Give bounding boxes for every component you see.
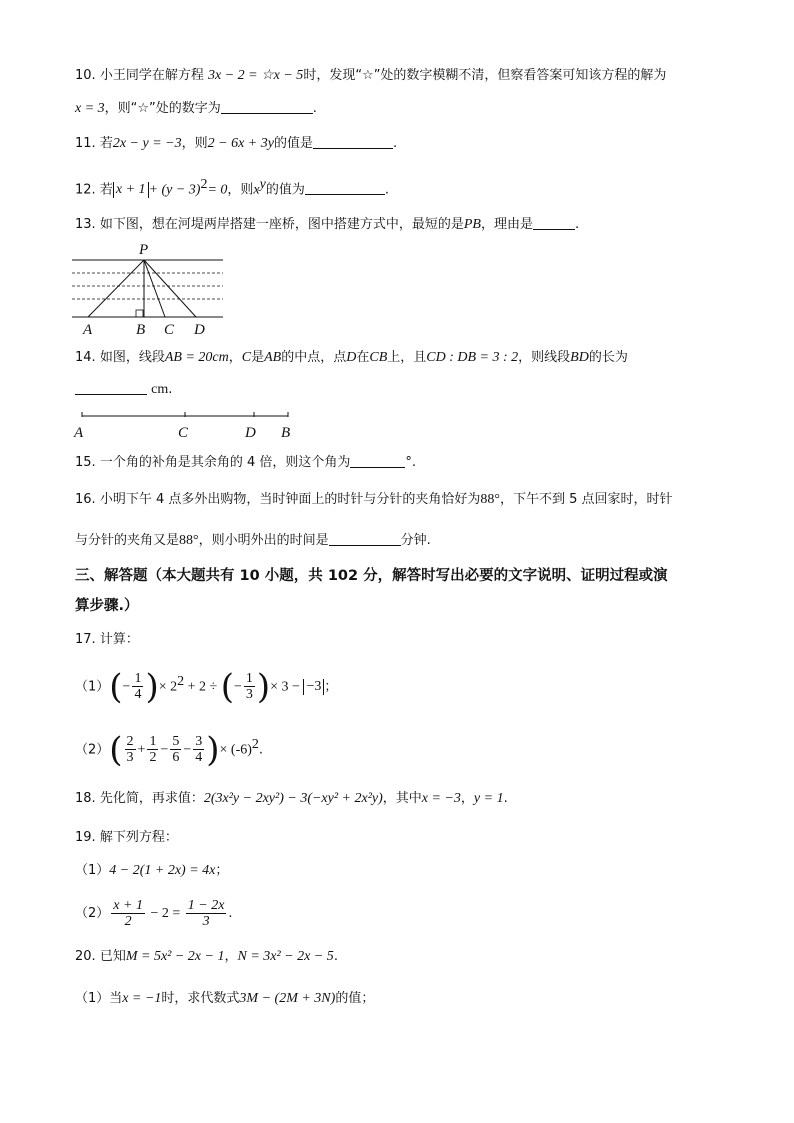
section-3-heading-line-2: 算步骤.）	[75, 598, 139, 614]
answer-blank[interactable]	[350, 453, 405, 468]
question-11: 11. 若2x − y = −3，则2 − 6x + 3y的值是 .	[75, 136, 398, 151]
answer-blank[interactable]	[533, 215, 575, 230]
point-D-label: D	[245, 425, 256, 441]
answer-blank[interactable]	[75, 380, 147, 395]
point-C-label: C	[164, 322, 175, 338]
answer-blank[interactable]	[313, 134, 393, 149]
question-17-title: 17. 计算：	[75, 632, 139, 647]
question-20-part-1: （1）当x = −1时，求代数式3M − (2M + 3N)的值；	[75, 991, 375, 1006]
point-A-label: A	[74, 425, 84, 441]
point-A-label: A	[83, 322, 93, 338]
question-10-line-1: 10. 小王同学在解方程 3x − 2 = ☆x − 5时，发现“☆”处的数字模糊不清，但察看答案可知该方程的解为	[75, 68, 667, 83]
question-12: 12. 若 $x + 1 + (y - 3)^2= 0$，则$x^y$的值为 .	[75, 177, 390, 198]
point-C-label: C	[178, 425, 189, 441]
segment-figure	[70, 408, 300, 444]
question-19-title: 19. 解下列方程：	[75, 830, 178, 845]
answer-blank[interactable]	[329, 531, 401, 546]
question-13: 13. 如下图，想在河堤两岸搭建一座桥，图中搭建方式中，最短的是PB，理由是 .	[75, 217, 580, 232]
question-15: 15. 一个角的补角是其余角的 4 倍，则这个角为 °.	[75, 455, 417, 470]
river-bridge-figure	[68, 238, 228, 338]
point-P-label: P	[139, 242, 149, 258]
question-14-line-2: cm.	[75, 380, 172, 399]
question-16-line-2: 与分针的夹角又是88°，则小明外出的时间是 分钟.	[75, 533, 431, 548]
answer-blank[interactable]	[305, 180, 385, 195]
section-3-heading-line-1: 三、解答题（本大题共有 10 小题，共 102 分，解答时写出必要的文字说明、证明过程或演	[75, 568, 668, 584]
question-17-part-1: （1）(− $\frac{1}{4}$ )× $2^2 + 2$ ÷ (− $\frac{1}{3}$ )× 3 − −3 ；	[75, 666, 338, 707]
point-B-label: B	[136, 322, 146, 338]
question-18: 18. 先化简，再求值：2(3x²y − 2xy²) − 3(−xy² + 2x²y)，其中x = −3，y = 1.	[75, 791, 508, 806]
answer-blank[interactable]	[221, 99, 313, 114]
point-D-label: D	[194, 322, 205, 338]
question-17-part-2: （2）( $\frac{2}{3}$ + $\frac{1}{2}$ − $\frac{5}{6}$ − $\frac{3}{4}$ )× $(-6)^2$.	[75, 729, 264, 770]
q10-solution: x = 3	[75, 101, 105, 116]
question-19-part-1: （1）4 − 2(1 + 2x) = 4x；	[75, 863, 229, 878]
question-14-line-1: 14. 如图，线段AB = 20cm，C是AB的中点，点D在CB上，且CD : DB = 3 : 2，则线段BD的长为	[75, 350, 628, 365]
question-20: 20. 已知M = 5x² − 2x − 1，N = 3x² − 2x − 5.	[75, 949, 338, 964]
point-B-label: B	[281, 425, 291, 441]
question-10-line-2: x = 3，则“☆”处的数字为 .	[75, 101, 317, 116]
question-16-line-1: 16. 小明下午 4 点多外出购物，当时钟面上的时针与分针的夹角恰好为88°，下午不到 5 点回家时，时针	[75, 492, 673, 507]
q10-equation: 3x − 2 = ☆x − 5	[207, 68, 304, 83]
question-19-part-2: （2） $\frac{x + 1}{2}$ − 2 = $\frac{1 - 2x}{3}$ .	[75, 898, 233, 929]
